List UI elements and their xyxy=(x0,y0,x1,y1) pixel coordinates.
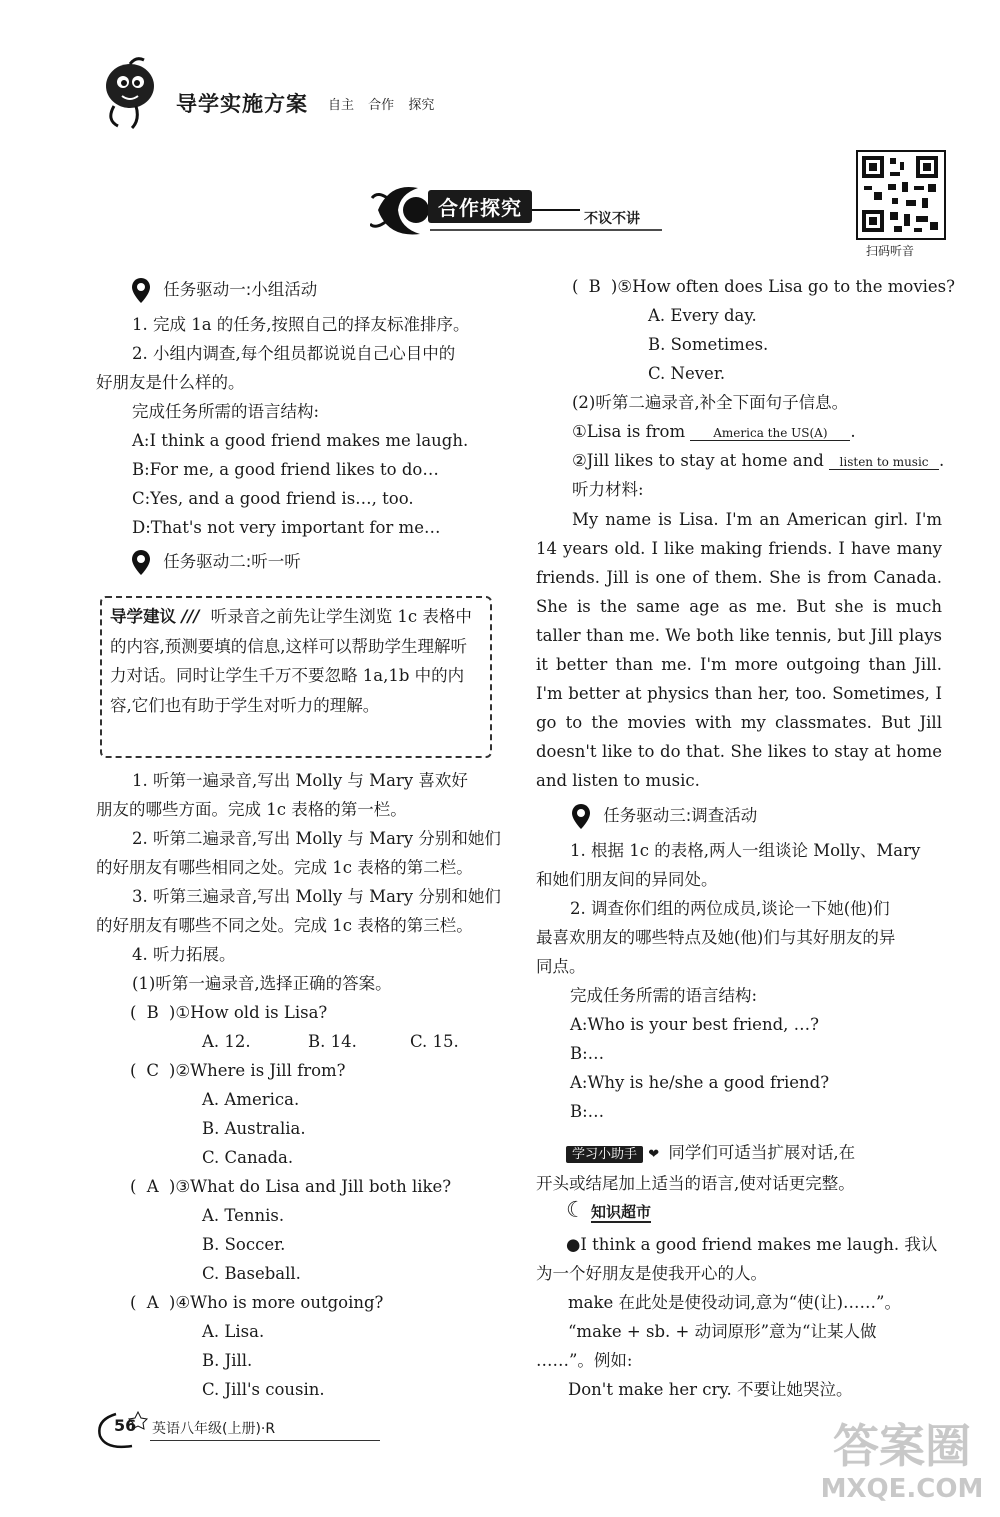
fill-answer: listen to music xyxy=(829,455,939,470)
task1-line: 好朋友是什么样的。 xyxy=(96,373,245,392)
knowledge-line: ●I think a good friend makes me laugh. 我认 xyxy=(566,1235,938,1254)
option: B. Soccer. xyxy=(202,1235,286,1254)
guide-tip-label: 导学建议 xyxy=(110,607,176,626)
book-title: 英语八年级(上册)·R xyxy=(152,1421,276,1437)
question-text: ⑤How often does Lisa go to the movies? xyxy=(617,277,955,296)
task1-heading xyxy=(130,276,317,305)
task3-body xyxy=(536,836,946,1126)
task3-line: 和她们朋友间的异同处。 xyxy=(536,870,718,889)
header-tag: 合作 xyxy=(368,98,395,113)
listen-line: 的好朋友有哪些不同之处。完成 1c 表格的第三栏。 xyxy=(96,916,473,935)
option: A. America. xyxy=(202,1090,300,1109)
task1-line: B:For me, a good friend likes to do… xyxy=(132,460,439,479)
watermark-line1: 答案圈 xyxy=(833,1419,971,1473)
question-answer: A xyxy=(146,1293,159,1312)
task1-line: 1. 完成 1a 的任务,按照自己的择友标准排序。 xyxy=(132,315,470,334)
study-helper xyxy=(536,1138,946,1198)
knowledge-body xyxy=(536,1230,946,1404)
task3-title: 任务驱动三:调查活动 xyxy=(603,806,758,825)
question-answer: B xyxy=(588,277,601,296)
listen-line: 朋友的哪些方面。完成 1c 表格的第一栏。 xyxy=(96,800,407,819)
option: B. Jill. xyxy=(202,1351,253,1370)
header-title: 导学实施方案 xyxy=(176,92,308,116)
task2-title: 任务驱动二:听一听 xyxy=(163,552,301,571)
question-answer: C xyxy=(146,1061,159,1080)
task2-heading xyxy=(130,548,301,577)
study-helper-text: 开头或结尾加上适当的语言,使对话更完整。 xyxy=(536,1174,855,1193)
task1-title: 任务驱动一:小组活动 xyxy=(163,280,318,299)
guide-tip-slashes: /// xyxy=(181,607,200,626)
question-text: ④Who is more outgoing? xyxy=(175,1293,384,1312)
fill-sentence-2 xyxy=(572,446,952,475)
banner-subtitle: 不议不讲 xyxy=(584,211,640,227)
option: B. 14. xyxy=(308,1032,357,1051)
task1-line: A:I think a good friend makes me laugh. xyxy=(132,431,469,450)
listen-line: 1. 听第一遍录音,写出 Molly 与 Mary 喜欢好 xyxy=(132,771,468,790)
option: C. Jill's cousin. xyxy=(202,1380,325,1399)
task3-line: B:… xyxy=(570,1102,605,1121)
guide-tip xyxy=(110,602,482,720)
right-column-top xyxy=(572,272,955,504)
task3-line: A:Who is your best friend, …? xyxy=(570,1015,819,1034)
task3-line: B:… xyxy=(570,1044,605,1063)
knowledge-line: “make + sb. + 动词原形”意为“让某人做 xyxy=(568,1322,877,1341)
mascot-logo xyxy=(96,56,166,132)
task3-line: 完成任务所需的语言结构: xyxy=(570,986,758,1005)
section-banner xyxy=(370,180,670,240)
task3-line: A:Why is he/she a good friend? xyxy=(570,1073,830,1092)
option: A. Lisa. xyxy=(202,1322,265,1341)
listen-line: (1)听第一遍录音,选择正确的答案。 xyxy=(132,974,392,993)
footer-rule xyxy=(150,1440,380,1441)
question-item: ( B )⑤How often does Lisa go to the movies? xyxy=(572,272,952,301)
task3-heading xyxy=(570,802,757,831)
question-item: ( A )④Who is more outgoing? xyxy=(130,1288,530,1317)
qr-caption: 扫码听音 xyxy=(866,244,915,258)
header-tag: 探究 xyxy=(408,98,435,113)
knowledge-line: 为一个好朋友是使我开心的人。 xyxy=(536,1264,767,1283)
location-pin-icon xyxy=(130,549,152,577)
fill-sentence-1 xyxy=(572,417,952,446)
fill-post: . xyxy=(939,451,945,470)
fill-pre: ①Lisa is from xyxy=(572,422,686,441)
task1-line: D:That's not very important for me… xyxy=(132,518,441,537)
option: B. Australia. xyxy=(202,1119,306,1138)
study-helper-text: 同学们可适当扩展对话,在 xyxy=(668,1143,856,1162)
listen-line: 的好朋友有哪些相同之处。完成 1c 表格的第二栏。 xyxy=(96,858,473,877)
task3-line: 最喜欢朋友的哪些特点及她(他)们与其好朋友的异 xyxy=(536,928,896,947)
option: A. Every day. xyxy=(648,306,757,325)
watermark-line2: MXQE.COM xyxy=(820,1474,984,1504)
listen-instructions xyxy=(96,766,516,998)
task3-line: 2. 调查你们组的两位成员,谈论一下她(他)们 xyxy=(570,899,890,918)
page-number: 56 xyxy=(114,1416,137,1435)
task1-body xyxy=(96,310,506,542)
option: A. 12. xyxy=(202,1032,251,1051)
question-list xyxy=(130,998,530,1404)
banner-title: 合作探究 xyxy=(428,190,532,223)
listen-line: 2. 听第二遍录音,写出 Molly 与 Mary 分别和她们 xyxy=(132,829,501,848)
knowledge-line: ……”。例如: xyxy=(536,1351,633,1370)
option: C. Canada. xyxy=(202,1148,294,1167)
material-label: 听力材料: xyxy=(572,480,644,499)
fill-pre: ②Jill likes to stay at home and xyxy=(572,451,824,470)
fill-post: . xyxy=(850,422,856,441)
guide-tip-text: 听录音之前先让学生浏览 1c 表格中的内容,预测要填的信息,这样可以帮助学生理解听力对话。同时让学生千万不要忽略 1a,1b 中的内容,它们也有助于学生对听力的理解。 xyxy=(110,607,472,715)
question-answer: B xyxy=(146,1003,159,1022)
location-pin-icon xyxy=(130,277,152,305)
task3-line: 1. 根据 1c 的表格,两人一组谈论 Molly、Mary xyxy=(570,841,921,860)
task1-line: 2. 小组内调查,每个组员都说说自己心目中的 xyxy=(132,344,456,363)
option: B. Sometimes. xyxy=(648,335,769,354)
question-item: ( C )②Where is Jill from? xyxy=(130,1056,530,1085)
fill-answer: America the US(A) xyxy=(690,426,850,441)
watermark xyxy=(812,1418,992,1504)
option: C. Baseball. xyxy=(202,1264,301,1283)
option: C. Never. xyxy=(648,364,726,383)
task1-line: 完成任务所需的语言结构: xyxy=(132,402,320,421)
listen-line: 4. 听力拓展。 xyxy=(132,945,236,964)
knowledge-line: make 在此处是使役动词,意为“使(让)……”。 xyxy=(568,1293,901,1312)
location-pin-icon xyxy=(570,803,592,831)
study-helper-line xyxy=(536,1138,946,1169)
crescent-moon-icon: ☾ xyxy=(566,1198,586,1223)
option: C. 15. xyxy=(410,1032,459,1051)
question-text: ③What do Lisa and Jill both like? xyxy=(175,1177,452,1196)
question-item: ( A )③What do Lisa and Jill both like? xyxy=(130,1172,530,1201)
task3-line: 同点。 xyxy=(536,957,586,976)
qr-code[interactable] xyxy=(856,150,946,240)
question-text: ①How old is Lisa? xyxy=(175,1003,328,1022)
question-answer: A xyxy=(146,1177,159,1196)
option: A. Tennis. xyxy=(202,1206,285,1225)
study-helper-label: 学习小助手 xyxy=(566,1146,643,1163)
knowledge-label: 知识超市 xyxy=(590,1203,651,1221)
listen-line: 3. 听第三遍录音,写出 Molly 与 Mary 分别和她们 xyxy=(132,887,501,906)
question-options xyxy=(130,1027,530,1056)
listening-material: My name is Lisa. I'm an American girl. I'm 14 years old. I like making friends. I have many friends. Jill is one of them. She is from Canada. She is the same age as me. But she is much taller than me. We both like tennis, but Jill plays it better than me. I'm more outgoing than Jill. I'm better at physics than her, too. Sometimes, I go to the movies with my classmates. But Jill doesn't like to do that. She likes to stay at home and listen to music. xyxy=(536,510,942,790)
question-item: ( B )①How old is Lisa? xyxy=(130,998,530,1027)
header-tags xyxy=(328,94,444,113)
knowledge-line: Don't make her cry. 不要让她哭泣。 xyxy=(568,1380,853,1399)
heart-icon: ❤ xyxy=(648,1147,660,1162)
question-text: ②Where is Jill from? xyxy=(175,1061,346,1080)
header-tag: 自主 xyxy=(328,98,355,113)
task1-line: C:Yes, and a good friend is…, too. xyxy=(132,489,414,508)
knowledge-heading xyxy=(566,1198,651,1223)
part2-title: (2)听第二遍录音,补全下面句子信息。 xyxy=(572,393,849,412)
